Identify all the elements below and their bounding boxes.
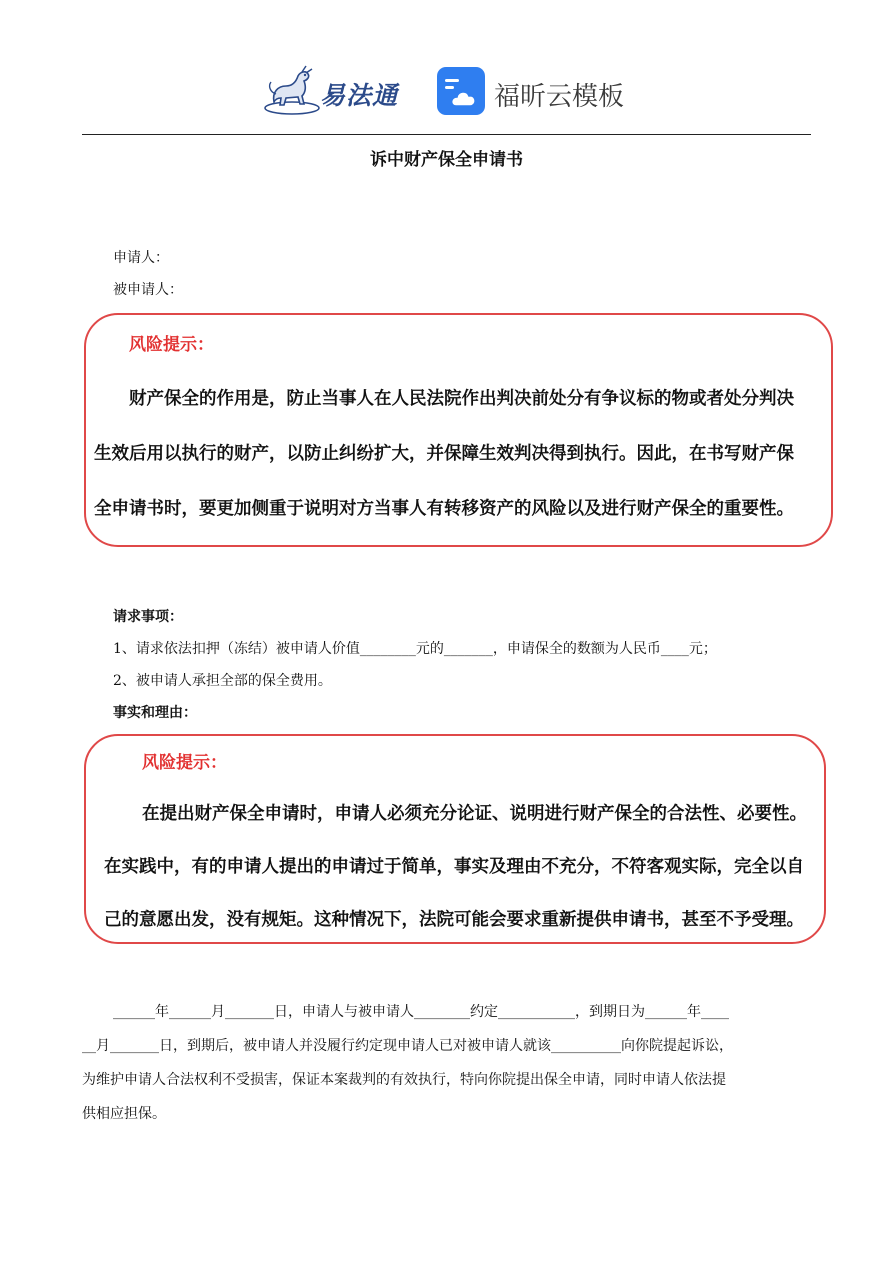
risk-notice-line: 生效后用以执行的财产，以防止纠纷扩大，并保障生效判决得到执行。因此，在书写财产保 (94, 444, 794, 464)
paragraph-line: 供相应担保。 (82, 1106, 166, 1122)
yifatong-logo (262, 64, 412, 118)
risk-notice-line: 己的意愿出发，没有规矩。这种情况下，法院可能会要求重新提供申请书，甚至不予受理。 (104, 910, 804, 930)
risk-notice-line: 全申请书时，要更加侧重于说明对方当事人有转移资产的风险以及进行财产保全的重要性。 (94, 499, 794, 519)
risk-notice-line: 在提出财产保全申请时，申请人必须充分论证、说明进行财产保全的合法性、必要性。 (142, 804, 807, 824)
request-item: 2、被申请人承担全部的保全费用。 (113, 673, 332, 689)
facts-paragraph (82, 995, 812, 1131)
paragraph-line: ______年______月_______日，申请人与被申请人________约定___________，到期日为______年____ (113, 1004, 729, 1020)
risk-notice-title: 风险提示： (129, 335, 214, 355)
brand-right-text: 福昕云模板 (494, 82, 625, 112)
cloud-document-icon (436, 66, 486, 116)
brand-left-text: 易法通 (320, 81, 399, 110)
risk-notice-title: 风险提示： (142, 753, 227, 773)
request-item: 1、请求依法扣押（冻结）被申请人价值________元的_______，申请保全的数额为人民币____元； (113, 641, 717, 657)
foxit-template-logo (436, 64, 646, 118)
qilin-emblem-icon (262, 64, 322, 118)
document-title: 诉中财产保全申请书 (370, 150, 523, 170)
facts-heading: 事实和理由： (113, 705, 197, 721)
header-divider (82, 134, 811, 135)
requests-heading: 请求事项： (113, 609, 183, 625)
risk-notice-line: 在实践中，有的申请人提出的申请过于简单，事实及理由不充分，不符客观实际，完全以自 (104, 857, 804, 877)
applicant-label: 申请人： (113, 250, 169, 266)
respondent-label: 被申请人： (113, 282, 183, 298)
header (0, 58, 893, 122)
risk-notice-line: 财产保全的作用是，防止当事人在人民法院作出判决前处分有争议标的物或者处分判决 (129, 389, 794, 409)
paragraph-line: __月_______日，到期后，被申请人并没履行约定现申请人已对被申请人就该__________向你院提起诉讼， (82, 1038, 733, 1054)
paragraph-line: 为维护申请人合法权利不受损害，保证本案裁判的有效执行，特向你院提出保全申请，同时申请人依法提 (82, 1072, 726, 1088)
